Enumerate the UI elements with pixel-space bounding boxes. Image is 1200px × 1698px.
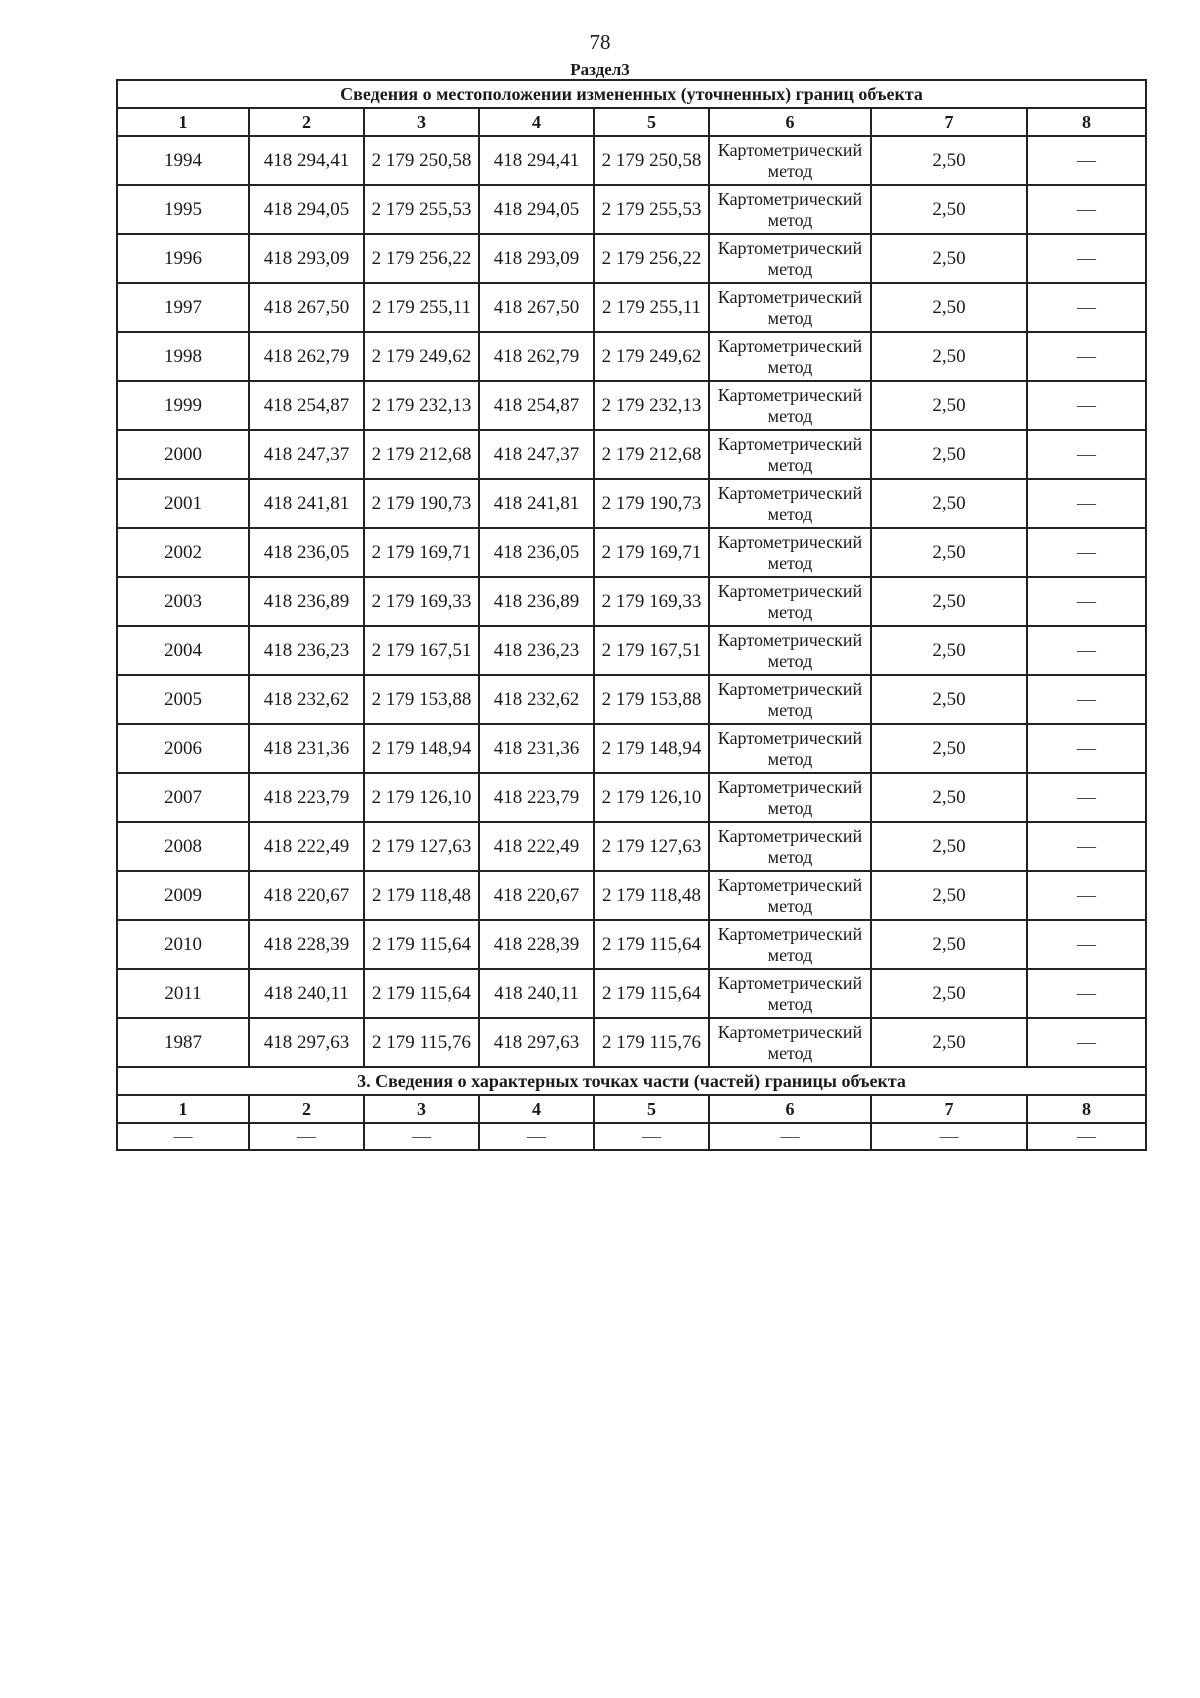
x-new-cell: 418 236,05 — [479, 528, 594, 577]
point-number-cell: 2007 — [117, 773, 249, 822]
x-old-cell: 418 231,36 — [249, 724, 364, 773]
section-label: Раздел3 — [570, 60, 630, 79]
section3-column-header: 5 — [594, 1095, 709, 1123]
description-cell: — — [1027, 430, 1146, 479]
description-cell: — — [1027, 528, 1146, 577]
table-row — [117, 479, 1146, 528]
method-cell: Картометрический метод — [709, 822, 871, 871]
point-number-cell: 1994 — [117, 136, 249, 185]
section3-column-header: 2 — [249, 1095, 364, 1123]
method-cell: Картометрический метод — [709, 332, 871, 381]
description-cell: — — [1027, 479, 1146, 528]
x-old-cell: 418 293,09 — [249, 234, 364, 283]
y-new-cell: 2 179 190,73 — [594, 479, 709, 528]
empty-cell: — — [594, 1123, 709, 1150]
x-old-cell: 418 222,49 — [249, 822, 364, 871]
y-new-cell: 2 179 169,33 — [594, 577, 709, 626]
section3-header-row — [117, 1095, 1146, 1123]
description-cell: — — [1027, 871, 1146, 920]
x-old-cell: 418 240,11 — [249, 969, 364, 1018]
table-row — [117, 283, 1146, 332]
accuracy-cell: 2,50 — [871, 724, 1027, 773]
section3-column-header: 8 — [1027, 1095, 1146, 1123]
empty-cell: — — [709, 1123, 871, 1150]
column-header: 8 — [1027, 108, 1146, 136]
y-new-cell: 2 179 127,63 — [594, 822, 709, 871]
accuracy-cell: 2,50 — [871, 283, 1027, 332]
method-cell: Картометрический метод — [709, 234, 871, 283]
column-header: 4 — [479, 108, 594, 136]
accuracy-cell: 2,50 — [871, 626, 1027, 675]
point-number-cell: 2006 — [117, 724, 249, 773]
x-new-cell: 418 241,81 — [479, 479, 594, 528]
point-number-cell: 2000 — [117, 430, 249, 479]
table-row — [117, 234, 1146, 283]
x-old-cell: 418 254,87 — [249, 381, 364, 430]
description-cell: — — [1027, 969, 1146, 1018]
boundary-table — [116, 79, 1147, 1151]
method-cell: Картометрический метод — [709, 920, 871, 969]
column-header: 1 — [117, 108, 249, 136]
table-row — [117, 724, 1146, 773]
description-cell: — — [1027, 577, 1146, 626]
section3-column-header: 6 — [709, 1095, 871, 1123]
table-row — [117, 430, 1146, 479]
description-cell: — — [1027, 283, 1146, 332]
y-old-cell: 2 179 169,71 — [364, 528, 479, 577]
y-new-cell: 2 179 249,62 — [594, 332, 709, 381]
x-new-cell: 418 236,23 — [479, 626, 594, 675]
x-new-cell: 418 262,79 — [479, 332, 594, 381]
y-old-cell: 2 179 250,58 — [364, 136, 479, 185]
accuracy-cell: 2,50 — [871, 773, 1027, 822]
table-row — [117, 528, 1146, 577]
empty-cell: — — [1027, 1123, 1146, 1150]
y-old-cell: 2 179 256,22 — [364, 234, 479, 283]
y-old-cell: 2 179 115,64 — [364, 969, 479, 1018]
x-old-cell: 418 236,89 — [249, 577, 364, 626]
y-new-cell: 2 179 118,48 — [594, 871, 709, 920]
x-old-cell: 418 262,79 — [249, 332, 364, 381]
column-header-row — [117, 108, 1146, 136]
y-old-cell: 2 179 127,63 — [364, 822, 479, 871]
column-header: 3 — [364, 108, 479, 136]
y-new-cell: 2 179 169,71 — [594, 528, 709, 577]
y-new-cell: 2 179 148,94 — [594, 724, 709, 773]
x-new-cell: 418 223,79 — [479, 773, 594, 822]
y-new-cell: 2 179 250,58 — [594, 136, 709, 185]
point-number-cell: 2005 — [117, 675, 249, 724]
x-old-cell: 418 297,63 — [249, 1018, 364, 1067]
y-new-cell: 2 179 255,53 — [594, 185, 709, 234]
x-new-cell: 418 294,41 — [479, 136, 594, 185]
method-cell: Картометрический метод — [709, 430, 871, 479]
y-old-cell: 2 179 126,10 — [364, 773, 479, 822]
x-old-cell: 418 247,37 — [249, 430, 364, 479]
point-number-cell: 1987 — [117, 1018, 249, 1067]
description-cell: — — [1027, 675, 1146, 724]
section3-column-header: 4 — [479, 1095, 594, 1123]
column-header: 5 — [594, 108, 709, 136]
table-row — [117, 773, 1146, 822]
table-title: Сведения о местоположении измененных (уточненных) границ объекта — [117, 80, 1146, 108]
y-new-cell: 2 179 126,10 — [594, 773, 709, 822]
table-row — [117, 822, 1146, 871]
x-old-cell: 418 267,50 — [249, 283, 364, 332]
y-old-cell: 2 179 115,76 — [364, 1018, 479, 1067]
accuracy-cell: 2,50 — [871, 430, 1027, 479]
method-cell: Картометрический метод — [709, 283, 871, 332]
x-old-cell: 418 236,23 — [249, 626, 364, 675]
accuracy-cell: 2,50 — [871, 822, 1027, 871]
y-new-cell: 2 179 256,22 — [594, 234, 709, 283]
description-cell: — — [1027, 332, 1146, 381]
x-new-cell: 418 231,36 — [479, 724, 594, 773]
section3-empty-row — [117, 1123, 1146, 1150]
point-number-cell: 1995 — [117, 185, 249, 234]
x-new-cell: 418 240,11 — [479, 969, 594, 1018]
x-new-cell: 418 294,05 — [479, 185, 594, 234]
description-cell: — — [1027, 822, 1146, 871]
y-new-cell: 2 179 212,68 — [594, 430, 709, 479]
point-number-cell: 1997 — [117, 283, 249, 332]
accuracy-cell: 2,50 — [871, 675, 1027, 724]
x-old-cell: 418 232,62 — [249, 675, 364, 724]
table-row — [117, 577, 1146, 626]
description-cell: — — [1027, 381, 1146, 430]
accuracy-cell: 2,50 — [871, 234, 1027, 283]
point-number-cell: 2002 — [117, 528, 249, 577]
method-cell: Картометрический метод — [709, 136, 871, 185]
table-row — [117, 381, 1146, 430]
x-old-cell: 418 220,67 — [249, 871, 364, 920]
description-cell: — — [1027, 724, 1146, 773]
empty-cell: — — [364, 1123, 479, 1150]
method-cell: Картометрический метод — [709, 185, 871, 234]
table-row — [117, 136, 1146, 185]
section3-column-header: 1 — [117, 1095, 249, 1123]
page-number: 78 — [589, 30, 611, 54]
section3-column-header: 7 — [871, 1095, 1027, 1123]
description-cell: — — [1027, 773, 1146, 822]
x-new-cell: 418 236,89 — [479, 577, 594, 626]
point-number-cell: 2009 — [117, 871, 249, 920]
description-cell: — — [1027, 1018, 1146, 1067]
description-cell: — — [1027, 136, 1146, 185]
accuracy-cell: 2,50 — [871, 577, 1027, 626]
y-new-cell: 2 179 167,51 — [594, 626, 709, 675]
table-row — [117, 626, 1146, 675]
description-cell: — — [1027, 234, 1146, 283]
y-old-cell: 2 179 153,88 — [364, 675, 479, 724]
method-cell: Картометрический метод — [709, 626, 871, 675]
y-old-cell: 2 179 255,11 — [364, 283, 479, 332]
point-number-cell: 1996 — [117, 234, 249, 283]
table-row — [117, 185, 1146, 234]
y-old-cell: 2 179 249,62 — [364, 332, 479, 381]
column-header: 6 — [709, 108, 871, 136]
y-new-cell: 2 179 153,88 — [594, 675, 709, 724]
method-cell: Картометрический метод — [709, 871, 871, 920]
table-row — [117, 871, 1146, 920]
table-row — [117, 332, 1146, 381]
point-number-cell: 2003 — [117, 577, 249, 626]
accuracy-cell: 2,50 — [871, 381, 1027, 430]
point-number-cell: 2004 — [117, 626, 249, 675]
point-number-cell: 1999 — [117, 381, 249, 430]
method-cell: Картометрический метод — [709, 675, 871, 724]
x-old-cell: 418 228,39 — [249, 920, 364, 969]
x-new-cell: 418 220,67 — [479, 871, 594, 920]
accuracy-cell: 2,50 — [871, 871, 1027, 920]
table-row — [117, 969, 1146, 1018]
column-header: 7 — [871, 108, 1027, 136]
point-number-cell: 2008 — [117, 822, 249, 871]
y-new-cell: 2 179 232,13 — [594, 381, 709, 430]
y-old-cell: 2 179 148,94 — [364, 724, 479, 773]
accuracy-cell: 2,50 — [871, 920, 1027, 969]
y-old-cell: 2 179 255,53 — [364, 185, 479, 234]
section3-column-header: 3 — [364, 1095, 479, 1123]
boundary-table-body — [117, 80, 1146, 1150]
y-old-cell: 2 179 118,48 — [364, 871, 479, 920]
accuracy-cell: 2,50 — [871, 332, 1027, 381]
method-cell: Картометрический метод — [709, 528, 871, 577]
empty-cell: — — [871, 1123, 1027, 1150]
y-old-cell: 2 179 115,64 — [364, 920, 479, 969]
y-new-cell: 2 179 115,64 — [594, 920, 709, 969]
x-new-cell: 418 267,50 — [479, 283, 594, 332]
empty-cell: — — [249, 1123, 364, 1150]
description-cell: — — [1027, 185, 1146, 234]
y-old-cell: 2 179 212,68 — [364, 430, 479, 479]
x-old-cell: 418 294,41 — [249, 136, 364, 185]
x-new-cell: 418 293,09 — [479, 234, 594, 283]
point-number-cell: 1998 — [117, 332, 249, 381]
accuracy-cell: 2,50 — [871, 136, 1027, 185]
point-number-cell: 2001 — [117, 479, 249, 528]
x-new-cell: 418 232,62 — [479, 675, 594, 724]
x-new-cell: 418 222,49 — [479, 822, 594, 871]
method-cell: Картометрический метод — [709, 1018, 871, 1067]
method-cell: Картометрический метод — [709, 969, 871, 1018]
table-row — [117, 920, 1146, 969]
x-old-cell: 418 241,81 — [249, 479, 364, 528]
y-new-cell: 2 179 115,76 — [594, 1018, 709, 1067]
y-new-cell: 2 179 115,64 — [594, 969, 709, 1018]
table-row — [117, 1018, 1146, 1067]
accuracy-cell: 2,50 — [871, 1018, 1027, 1067]
empty-cell: — — [479, 1123, 594, 1150]
accuracy-cell: 2,50 — [871, 528, 1027, 577]
method-cell: Картометрический метод — [709, 381, 871, 430]
x-old-cell: 418 223,79 — [249, 773, 364, 822]
y-old-cell: 2 179 169,33 — [364, 577, 479, 626]
point-number-cell: 2010 — [117, 920, 249, 969]
y-new-cell: 2 179 255,11 — [594, 283, 709, 332]
table-title-row — [117, 80, 1146, 108]
method-cell: Картометрический метод — [709, 724, 871, 773]
method-cell: Картометрический метод — [709, 773, 871, 822]
section3-title-row — [117, 1067, 1146, 1095]
x-new-cell: 418 297,63 — [479, 1018, 594, 1067]
description-cell: — — [1027, 626, 1146, 675]
point-number-cell: 2011 — [117, 969, 249, 1018]
x-new-cell: 418 254,87 — [479, 381, 594, 430]
method-cell: Картометрический метод — [709, 479, 871, 528]
section3-title: 3. Сведения о характерных точках части (частей) границы объекта — [117, 1067, 1146, 1095]
method-cell: Картометрический метод — [709, 577, 871, 626]
empty-cell: — — [117, 1123, 249, 1150]
accuracy-cell: 2,50 — [871, 479, 1027, 528]
table-row — [117, 675, 1146, 724]
x-new-cell: 418 247,37 — [479, 430, 594, 479]
y-old-cell: 2 179 190,73 — [364, 479, 479, 528]
x-new-cell: 418 228,39 — [479, 920, 594, 969]
y-old-cell: 2 179 167,51 — [364, 626, 479, 675]
column-header: 2 — [249, 108, 364, 136]
x-old-cell: 418 294,05 — [249, 185, 364, 234]
accuracy-cell: 2,50 — [871, 185, 1027, 234]
accuracy-cell: 2,50 — [871, 969, 1027, 1018]
x-old-cell: 418 236,05 — [249, 528, 364, 577]
description-cell: — — [1027, 920, 1146, 969]
y-old-cell: 2 179 232,13 — [364, 381, 479, 430]
